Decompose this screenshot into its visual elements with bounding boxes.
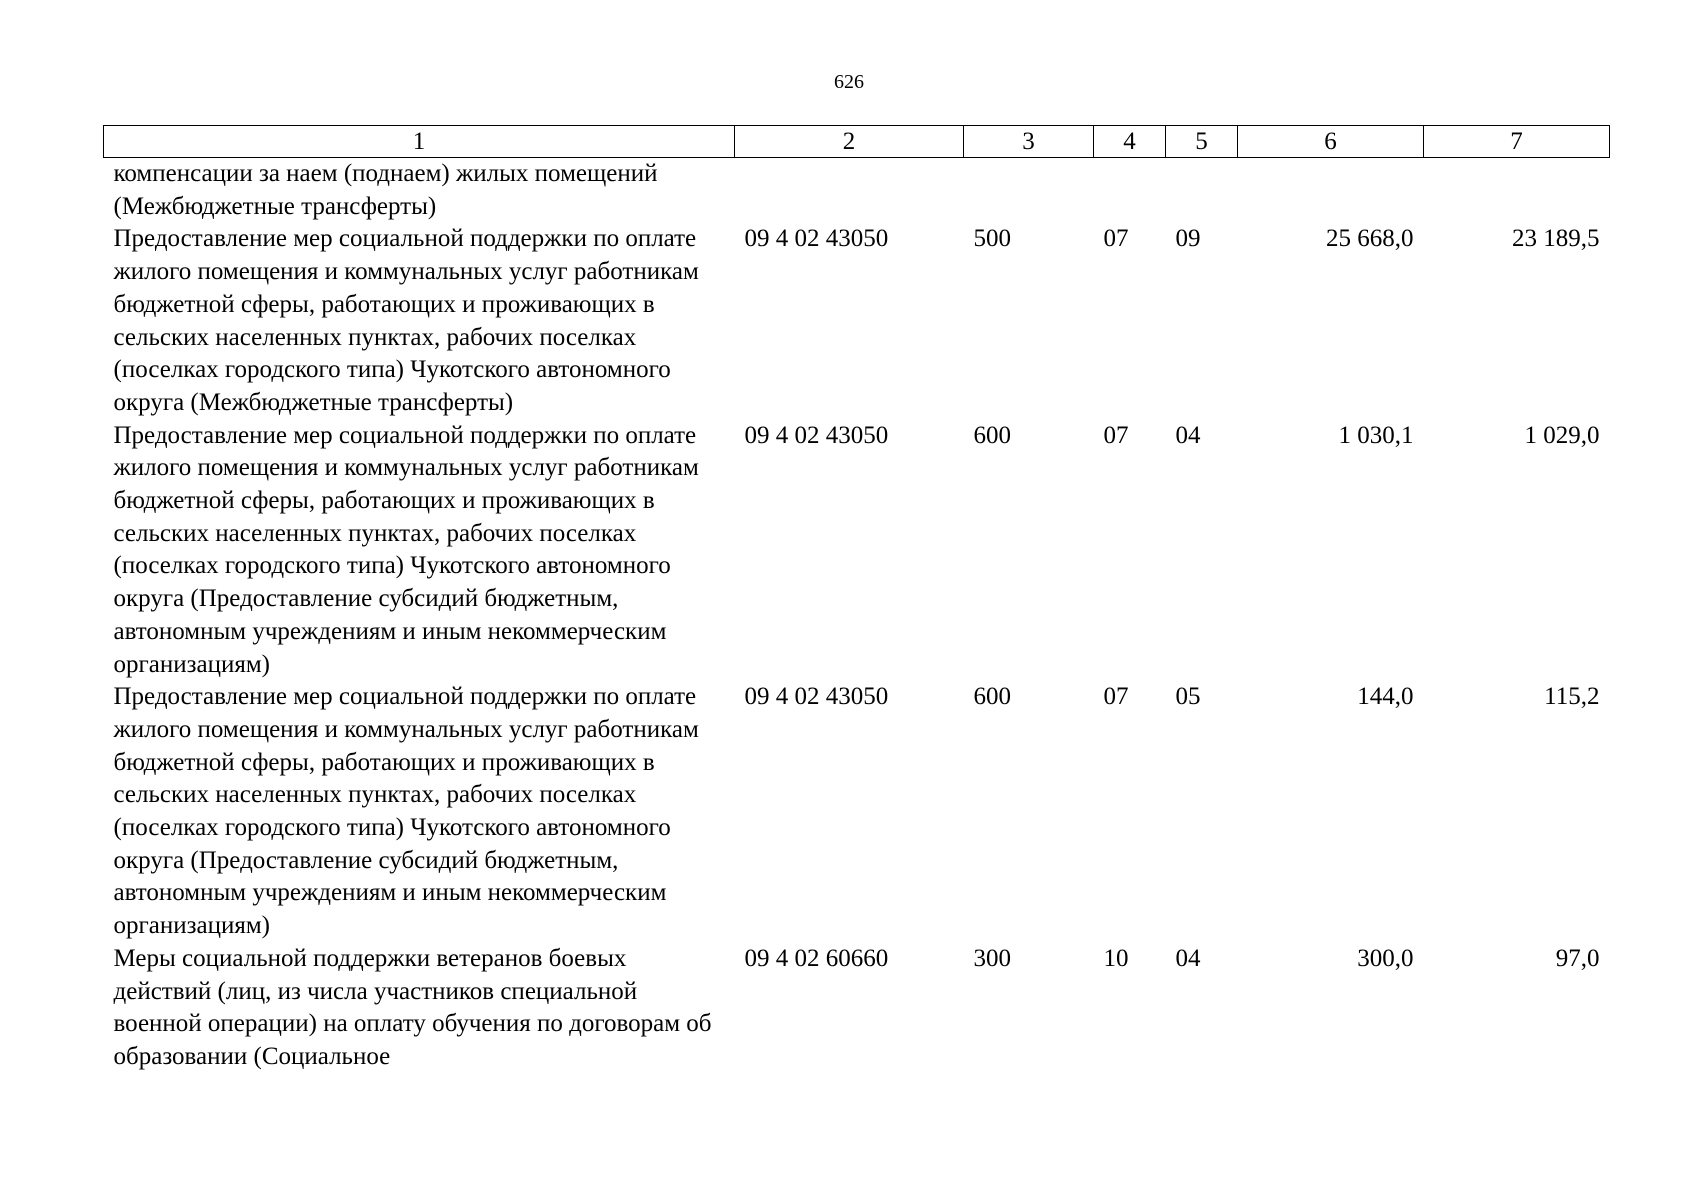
row-pr: 05 bbox=[1175, 683, 1201, 711]
row-vr: 600 bbox=[973, 421, 1011, 449]
table-row bbox=[104, 420, 1610, 682]
row-sum-1: 1 030,1 bbox=[1338, 421, 1414, 449]
row-rz: 07 bbox=[1103, 683, 1129, 711]
row-code bbox=[735, 158, 964, 224]
row-rz: 10 bbox=[1103, 944, 1129, 972]
page-number: 626 bbox=[834, 71, 864, 93]
row-vr: 500 bbox=[973, 225, 1011, 253]
row-sum-2: 97,0 bbox=[1555, 944, 1600, 972]
table-row bbox=[104, 158, 1610, 224]
row-sum-1: 144,0 bbox=[1357, 683, 1414, 711]
row-pr: 09 bbox=[1175, 225, 1201, 253]
table-row bbox=[104, 943, 1610, 1074]
row-pr: 04 bbox=[1175, 421, 1201, 449]
header-col-2: 2 bbox=[735, 126, 964, 158]
table-row bbox=[104, 681, 1610, 943]
row-name: компенсации за наем (поднаем) жилых помещений (Межбюджетные трансферты) bbox=[113, 160, 658, 220]
row-code: 09 4 02 43050 bbox=[744, 421, 889, 449]
row-sum-2: 23 189,5 bbox=[1512, 225, 1600, 253]
row-vr: 300 bbox=[973, 944, 1011, 972]
row-name: Меры социальной поддержки ветеранов боевых действий (лиц, из числа участников специальной военной операции) на оплату обучения по договорам об образовании (Социальное bbox=[113, 944, 712, 1070]
row-vr: 600 bbox=[973, 683, 1011, 711]
row-rz: 07 bbox=[1103, 225, 1129, 253]
row-name: Предоставление мер социальной поддержки по оплате жилого помещения и коммунальных услуг работникам бюджетной сферы, работающих и проживающих в сельских населенных пунктах, рабочих поселках (поселках городского типа) Чукотского автономного округа (Предоставление субсидий бюджетным, автономным учреждениям и иным некоммерческим организациям) bbox=[113, 683, 699, 940]
header-col-7: 7 bbox=[1424, 126, 1610, 158]
table-header bbox=[104, 126, 1610, 158]
row-rz: 07 bbox=[1103, 421, 1129, 449]
row-code: 09 4 02 60660 bbox=[744, 944, 889, 972]
row-name: Предоставление мер социальной поддержки по оплате жилого помещения и коммунальных услуг работникам бюджетной сферы, работающих и проживающих в сельских населенных пунктах, рабочих поселках (поселках городского типа) Чукотского автономного округа (Предоставление субсидий бюджетным, автономным учреждениям и иным некоммерческим организациям) bbox=[113, 421, 699, 678]
header-col-5: 5 bbox=[1166, 126, 1238, 158]
row-code: 09 4 02 43050 bbox=[744, 683, 889, 711]
header-row bbox=[104, 126, 1610, 158]
row-rz bbox=[1094, 158, 1166, 224]
row-sum-1: 25 668,0 bbox=[1326, 225, 1414, 253]
row-vr bbox=[964, 158, 1094, 224]
header-col-4: 4 bbox=[1094, 126, 1166, 158]
row-sum-1: 300,0 bbox=[1357, 944, 1414, 972]
header-col-3: 3 bbox=[964, 126, 1094, 158]
row-pr: 04 bbox=[1175, 944, 1201, 972]
header-col-1: 1 bbox=[104, 126, 735, 158]
row-sum-1 bbox=[1238, 158, 1424, 224]
row-sum-2 bbox=[1424, 158, 1610, 224]
row-name: Предоставление мер социальной поддержки по оплате жилого помещения и коммунальных услуг работникам бюджетной сферы, работающих и проживающих в сельских населенных пунктах, рабочих поселках (поселках городского типа) Чукотского автономного округа (Межбюджетные трансферты) bbox=[113, 225, 699, 416]
row-sum-2: 115,2 bbox=[1544, 683, 1600, 711]
budget-table bbox=[103, 125, 1610, 1074]
header-col-6: 6 bbox=[1238, 126, 1424, 158]
row-code: 09 4 02 43050 bbox=[744, 225, 889, 253]
row-pr bbox=[1166, 158, 1238, 224]
table-row bbox=[104, 223, 1610, 419]
table-body bbox=[104, 158, 1610, 1074]
row-sum-2: 1 029,0 bbox=[1524, 421, 1600, 449]
